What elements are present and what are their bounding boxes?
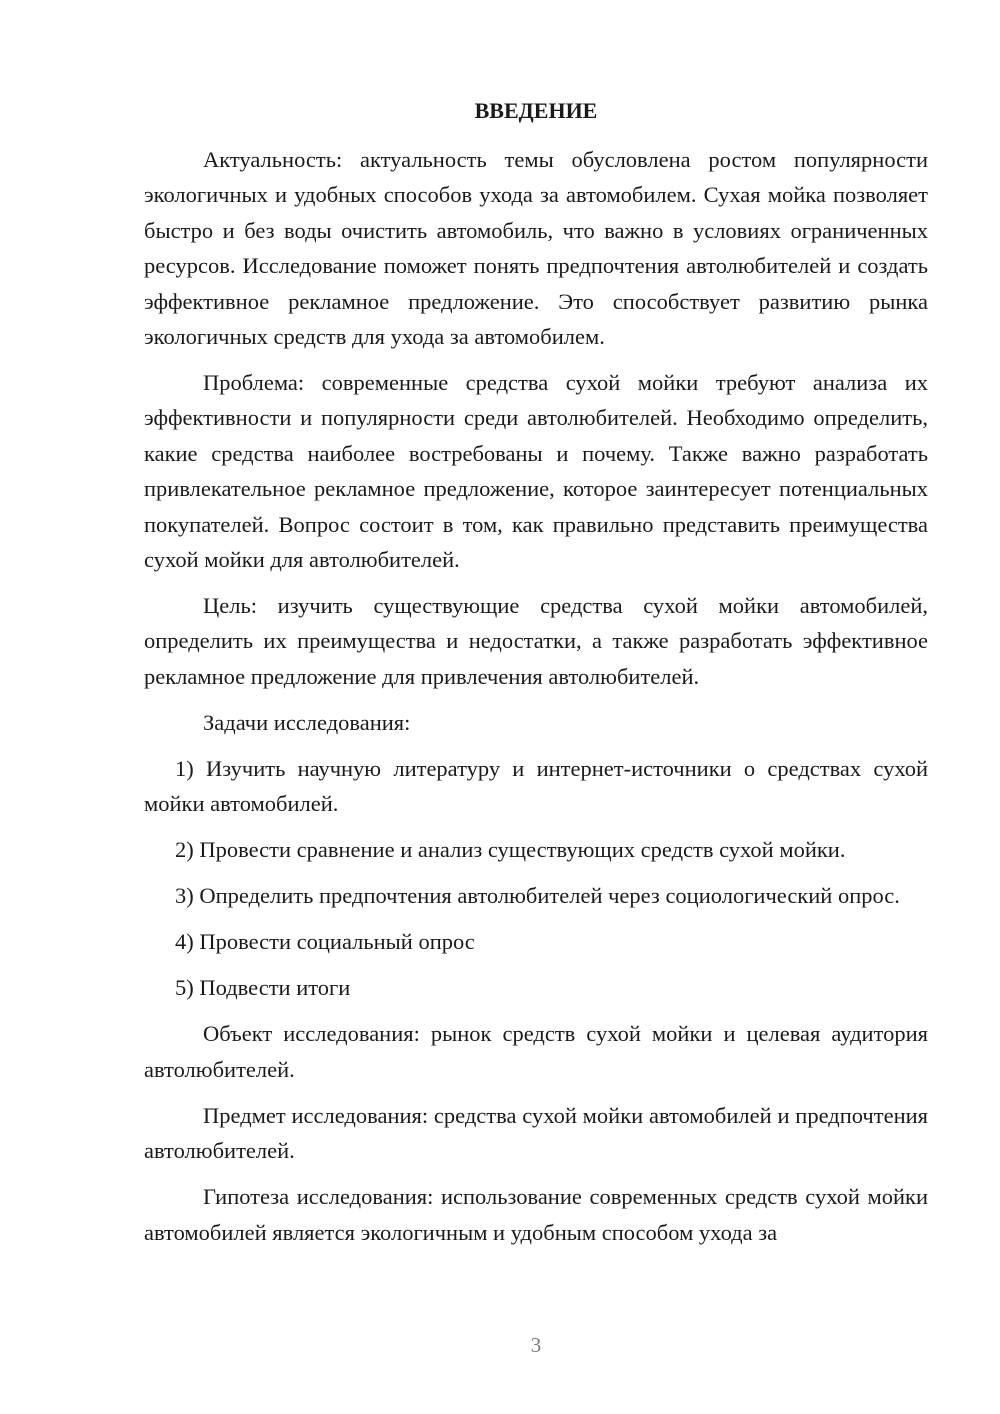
task-item: 2) Провести сравнение и анализ существующих средств сухой мойки. [175,837,846,863]
task-item: 1) Изучить научную литературу и интернет-источники о средствах сухой мойки автомобилей. [144,755,928,817]
paragraph-object: Объект исследования: рынок средств сухой мойки и целевая аудитория автолюбителей. [144,1021,928,1082]
paragraph-subject: Предмет исследования: средства сухой мойки автомобилей и предпочтения автолюбителей. [144,1102,928,1164]
tasks-heading: Задачи исследования: [203,709,411,735]
paragraph-problem: Проблема: современные средства сухой мойки требуют анализа их эффективности и популярности среди автолюбителей. Необходимо определить, какие средства наиболее востребованы и почему. Также важно разработать привлекательное рекламное предложение, которое заинтересует потенциальных покупателей. Вопрос состоит в том, как правильно представить преимущества сухой мойки для автолюбителей. [144,370,928,573]
paragraph-goal: Цель: изучить существующие средства сухой мойки автомобилей, определить их преимущества и недостатки, а также разработать эффективное рекламное предложение для привлечения автолюбителей. [144,593,928,689]
task-item: 3) Определить предпочтения автолюбителей через социологический опрос. [175,883,900,909]
task-item: 5) Подвести итоги [175,975,351,1001]
page-number: 3 [530,1333,542,1357]
paragraph-hypothesis: Гипотеза исследования: использование современных средств сухой мойки автомобилей является экологичным и удобным способом ухода за [144,1184,928,1245]
paragraph-relevance: Актуальность: актуальность темы обусловлена ростом популярности экологичных и удобных способов ухода за автомобилем. Сухая мойка позволяет быстро и без воды очистить автомобиль, что важно в условиях ограниченных ресурсов. Исследование поможет понять предпочтения автолюбителей и создать эффективное рекламное предложение. Это способствует развитию рынка экологичных средств для ухода за автомобилем. [144,147,928,350]
task-item: 4) Провести социальный опрос [175,929,475,955]
document-body [144,142,928,1261]
page-title: ВВЕДЕНИЕ [474,98,598,123]
